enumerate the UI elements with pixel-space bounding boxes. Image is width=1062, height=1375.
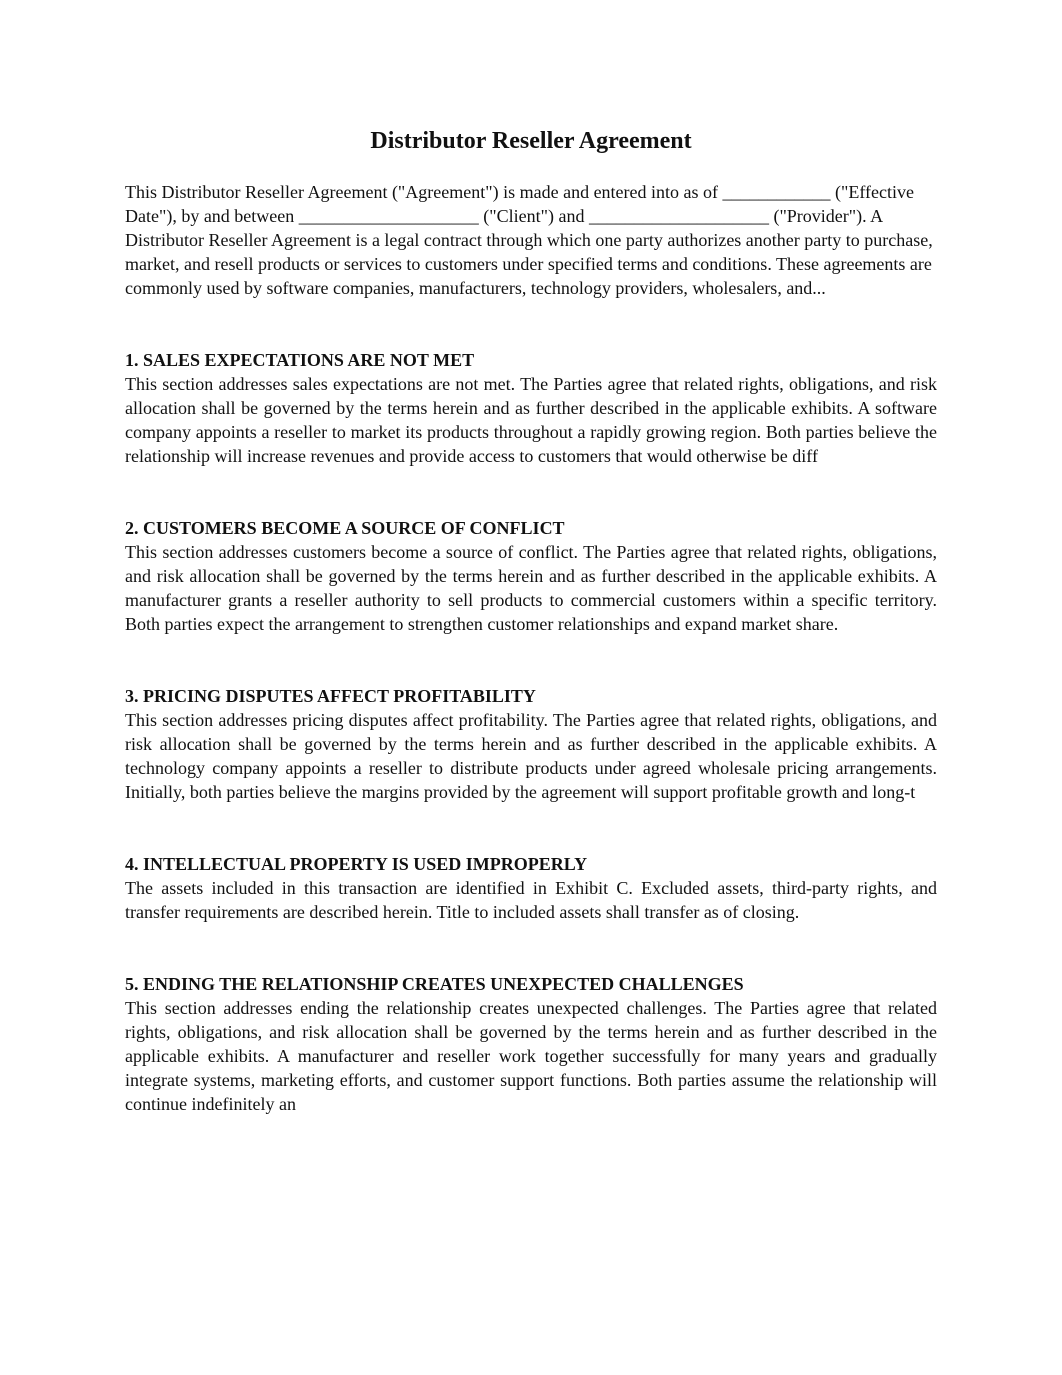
section-5 xyxy=(125,972,937,1116)
section-heading: 5. ENDING THE RELATIONSHIP CREATES UNEXPECTED CHALLENGES xyxy=(125,974,744,994)
section-2 xyxy=(125,516,937,636)
section-3 xyxy=(125,684,937,804)
document-page xyxy=(125,126,937,1116)
section-body: This section addresses pricing disputes affect profitability. The Parties agree that related rights, obligations, and risk allocation shall be governed by the terms herein and as further described in the applicable exhibits. A technology company appoints a reseller to distribute products under agreed wholesale pricing arrangements. Initially, both parties believe the margins provided by the agreement will support profitable growth and long-t xyxy=(125,710,937,802)
section-body: This section addresses ending the relationship creates unexpected challenges. The Parties agree that related rights, obligations, and risk allocation shall be governed by the terms herein and as further described in the applicable exhibits. A manufacturer and reseller work together successfully for many years and gradually integrate systems, marketing efforts, and customer support functions. Both parties assume the relationship will continue indefinitely an xyxy=(125,998,937,1114)
section-body: This section addresses customers become a source of conflict. The Parties agree that related rights, obligations, and risk allocation shall be governed by the terms herein and as further described in the applicable exhibits. A manufacturer grants a reseller authority to sell products to commercial customers within a specific territory. Both parties expect the arrangement to strengthen customer relationships and expand market share. xyxy=(125,542,937,634)
section-body: The assets included in this transaction are identified in Exhibit C. Excluded assets, third-party rights, and transfer requirements are described herein. Title to included assets shall transfer as of closing. xyxy=(125,878,937,922)
section-body: This section addresses sales expectations are not met. The Parties agree that related rights, obligations, and risk allocation shall be governed by the terms herein and as further described in the applicable exhibits. A software company appoints a reseller to market its products throughout a rapidly growing region. Both parties believe the relationship will increase revenues and provide access to customers that would otherwise be diff xyxy=(125,374,937,466)
intro-paragraph: This Distributor Reseller Agreement ("Agreement") is made and entered into as of ____________ ("Effective Date"), by and between ____________________ ("Client") and ____________________ ("Provider"). A Distributor Reseller Agreement is a legal contract through which one party authorizes another party to purchase, market, and resell products or services to customers under specified terms and conditions. These agreements are commonly used by software companies, manufacturers, technology providers, wholesalers, and... xyxy=(125,182,933,298)
section-1 xyxy=(125,348,937,468)
section-heading: 4. INTELLECTUAL PROPERTY IS USED IMPROPERLY xyxy=(125,854,588,874)
section-heading: 3. PRICING DISPUTES AFFECT PROFITABILITY xyxy=(125,686,536,706)
document-title: Distributor Reseller Agreement xyxy=(370,128,692,154)
section-4 xyxy=(125,852,937,924)
section-heading: 1. SALES EXPECTATIONS ARE NOT MET xyxy=(125,350,475,370)
section-heading: 2. CUSTOMERS BECOME A SOURCE OF CONFLICT xyxy=(125,518,565,538)
